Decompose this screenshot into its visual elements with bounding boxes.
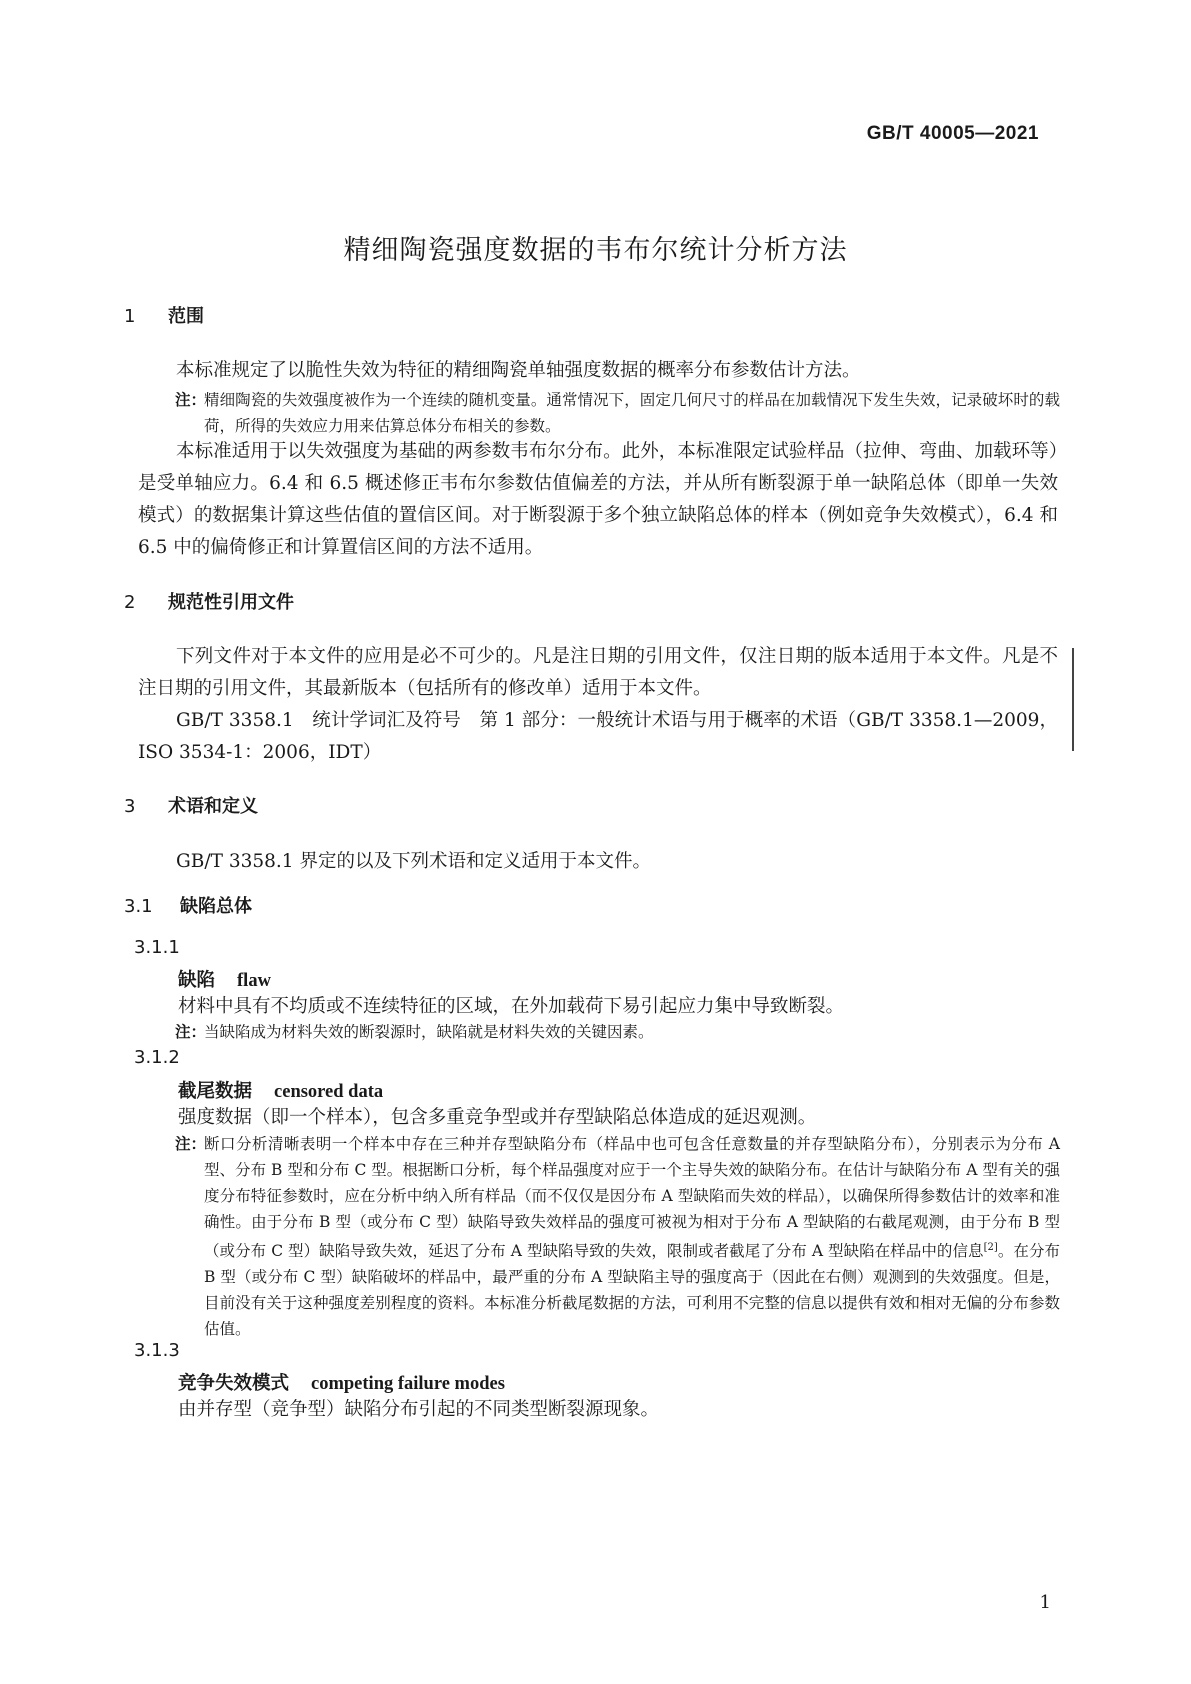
note-text bbox=[175, 1131, 1060, 1342]
terms-intro: GB/T 3358.1 界定的以及下列术语和定义适用于本文件。 bbox=[176, 851, 651, 872]
page-number: 1 bbox=[1039, 1592, 1051, 1613]
section-label: 规范性引用文件 bbox=[168, 592, 294, 613]
term-name-zh: 截尾数据 bbox=[178, 1081, 253, 1102]
section-label: 范围 bbox=[168, 306, 204, 327]
section-number: 3 bbox=[124, 796, 136, 817]
section-3-heading bbox=[124, 792, 258, 818]
term-name-en: censored data bbox=[274, 1082, 384, 1102]
subsection-3-1-heading bbox=[124, 892, 252, 918]
note-text-part-2: 。在分布 B 型（或分布 C 型）缺陷破坏的样品中，最严重的分布 A 型缺陷主导的强度高于（因此在右侧）观测到的失效强度。但是，目前没有关于这种强度差别程度的资料。本标准分析截尾数据的方法，可利用不完整的信息以提供有效和相对无偏的分布参数估值。 bbox=[204, 1242, 1060, 1339]
section-1-heading bbox=[124, 302, 204, 328]
section-2-heading bbox=[124, 588, 294, 614]
standard-code: GB/T 40005—2021 bbox=[866, 123, 1039, 144]
section-number: 2 bbox=[124, 592, 136, 613]
note-text-part-1: 断口分析清晰表明一个样本中存在三种并存型缺陷分布（样品中也可包含任意数量的并存型缺陷分布），分别表示为分布 A 型、分布 B 型和分布 C 型。根据断口分析，每个样品强度对应于一个主导失效的缺陷分布。在估计与缺陷分布 A 型有关的强度分布特征参数时，应在分析中纳入所有样品（而不仅仅是因分布 A 型缺陷而失效的样品），以确保所得参数估计的效率和准确性。由于分布 B 型（或分布 C 型）缺陷导致失效样品的强度可被视为相对于分布 A 型缺陷的右截尾观测，由于分布 B 型（或分布 C 型）缺陷导致失效，延迟了分布 A 型缺陷导致的失效，限制或者截尾了分布 A 型缺陷在样品中的信息 bbox=[204, 1135, 1060, 1261]
term-name bbox=[178, 1369, 505, 1395]
document-title: 精细陶瓷强度数据的韦布尔统计分析方法 bbox=[343, 235, 848, 266]
term-note bbox=[175, 1131, 1060, 1342]
term-note bbox=[175, 1019, 1060, 1045]
term-name-zh: 缺陷 bbox=[178, 970, 216, 991]
term-name bbox=[178, 966, 271, 992]
term-number: 3.1.2 bbox=[134, 1047, 180, 1068]
reference-marker: [2] bbox=[983, 1242, 998, 1253]
subsection-label: 缺陷总体 bbox=[180, 896, 252, 917]
term-name-en: competing failure modes bbox=[311, 1374, 505, 1394]
term-number: 3.1.1 bbox=[134, 937, 180, 958]
term-name-en: flaw bbox=[237, 971, 271, 991]
term-number: 3.1.3 bbox=[134, 1340, 180, 1361]
note-text: 当缺陷成为材料失效的断裂源时，缺陷就是材料失效的关键因素。 bbox=[204, 1023, 654, 1041]
normative-paragraph-1: 下列文件对于本文件的应用是必不可少的。凡是注日期的引用文件，仅注日期的版本适用于本文件。凡是不注日期的引用文件，其最新版本（包括所有的修改单）适用于本文件。 bbox=[138, 646, 1058, 699]
section-label: 术语和定义 bbox=[168, 796, 258, 817]
term-definition: 强度数据（即一个样本），包含多重竞争型或并存型缺陷总体造成的延迟观测。 bbox=[178, 1107, 817, 1128]
scope-paragraph-2: 本标准适用于以失效强度为基础的两参数韦布尔分布。此外，本标准限定试验样品（拉伸、弯曲、加载环等）是受单轴应力。6.4 和 6.5 概述修正韦布尔参数估值偏差的方法，并从所有断裂源于单一缺陷总体（即单一失效模式）的数据集计算这些估值的置信区间。对于断裂源于多个独立缺陷总体的样本（例如竞争失效模式），6.4 和 6.5 中的偏倚修正和计算置信区间的方法不适用。 bbox=[138, 441, 1058, 558]
subsection-number: 3.1 bbox=[124, 896, 153, 917]
term-definition: 由并存型（竞争型）缺陷分布引起的不同类型断裂源现象。 bbox=[178, 1399, 660, 1420]
term-definition: 材料中具有不均质或不连续特征的区域，在外加载荷下易引起应力集中导致断裂。 bbox=[178, 996, 845, 1017]
section-number: 1 bbox=[124, 306, 136, 327]
term-name bbox=[178, 1077, 383, 1103]
scope-paragraph-1: 本标准规定了以脆性失效为特征的精细陶瓷单轴强度数据的概率分布参数估计方法。 bbox=[176, 360, 861, 381]
note-tag: 注： bbox=[175, 1135, 207, 1153]
change-bar bbox=[1072, 648, 1074, 751]
note-text: 精细陶瓷的失效强度被作为一个连续的随机变量。通常情况下，固定几何尺寸的样品在加载情况下发生失效，记录破坏时的载荷，所得的失效应力用来估算总体分布相关的参数。 bbox=[204, 391, 1060, 435]
normative-reference: GB/T 3358.1 统计学词汇及符号 第 1 部分：一般统计术语与用于概率的术语（GB/T 3358.1—2009，ISO 3534-1：2006，IDT） bbox=[138, 710, 1058, 763]
term-name-zh: 竞争失效模式 bbox=[178, 1373, 290, 1394]
note-tag: 注： bbox=[175, 391, 207, 409]
scope-note bbox=[175, 387, 1060, 439]
note-tag: 注： bbox=[175, 1023, 207, 1041]
